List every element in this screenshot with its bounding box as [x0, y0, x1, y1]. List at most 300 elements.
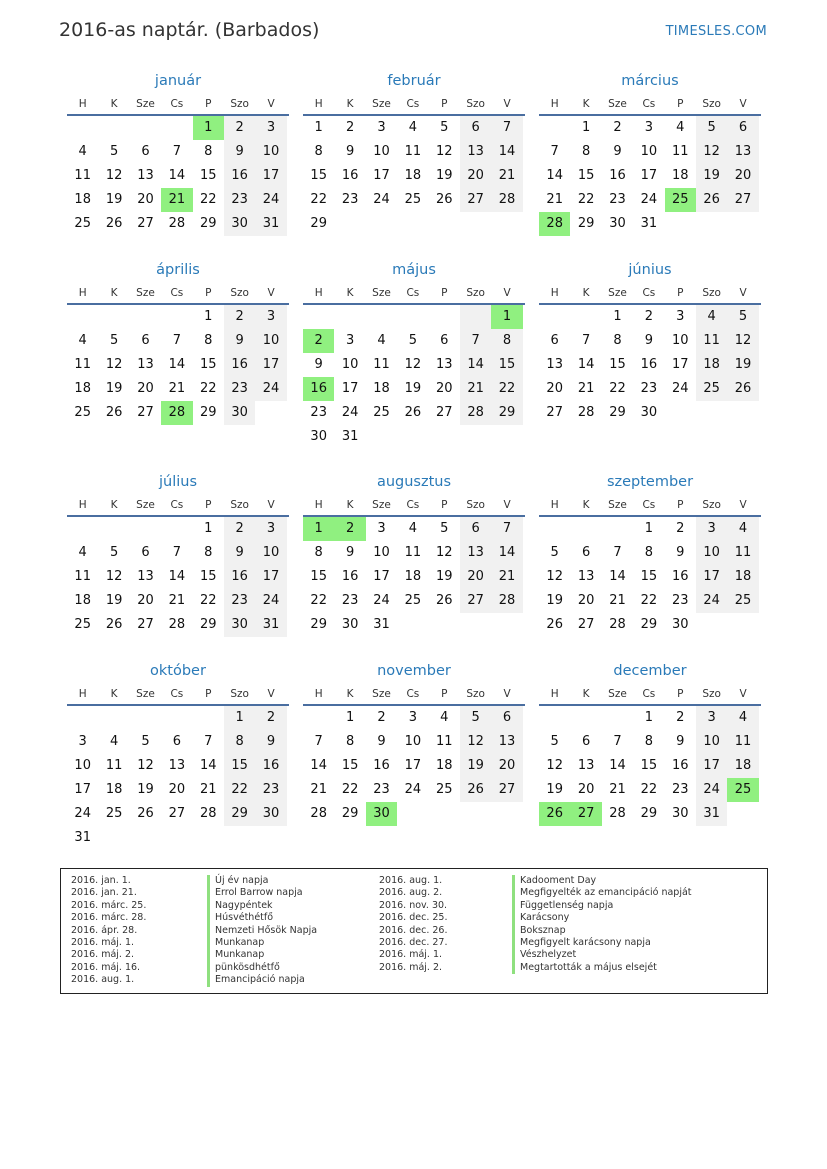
day-cell: 23 — [671, 593, 689, 608]
day-cell: 18 — [435, 758, 453, 773]
empty-cell — [570, 706, 601, 730]
empty-cell — [397, 305, 428, 329]
day-cell: 25 — [105, 806, 123, 821]
weekday-label: P — [441, 499, 448, 511]
day-cell: 3 — [696, 517, 727, 541]
day-cell: 17 — [255, 565, 286, 589]
empty-cell — [98, 826, 129, 850]
holiday-date: 2016. máj. 16. — [71, 961, 141, 973]
empty-cell — [570, 517, 601, 541]
day-cell: 30 — [224, 401, 255, 425]
day-cell: 30 — [224, 212, 255, 236]
month-április — [67, 262, 289, 425]
week-row — [303, 305, 525, 329]
day-cell: 29 — [491, 401, 522, 425]
day-cell: 23 — [373, 782, 390, 797]
day-cell: 10 — [696, 541, 727, 565]
weekday-label: Cs — [406, 98, 420, 110]
empty-cell — [696, 212, 727, 236]
day-cell: 7 — [172, 333, 181, 348]
weekday-header — [539, 95, 761, 116]
day-cell: 7 — [491, 116, 522, 140]
day-cell: 16 — [671, 758, 689, 773]
week-row — [67, 826, 289, 850]
holiday-date: 2016. dec. 26. — [379, 924, 448, 936]
empty-cell — [161, 706, 192, 730]
day-cell: 28 — [310, 806, 327, 821]
day-cell: 16 — [224, 164, 255, 188]
day-cell: 29 — [310, 617, 327, 632]
day-cell: 28 — [609, 806, 626, 821]
day-cell: 20 — [168, 782, 186, 797]
holiday-day-cell: 21 — [161, 188, 192, 212]
day-cell: 25 — [74, 405, 91, 420]
day-cell: 13 — [137, 357, 154, 372]
day-cell: 10 — [640, 144, 658, 159]
empty-cell — [255, 401, 286, 425]
day-cell: 5 — [550, 734, 559, 749]
weekday-label: K — [582, 499, 590, 511]
day-cell: 10 — [404, 734, 422, 749]
day-cell: 9 — [224, 329, 255, 353]
day-cell: 13 — [168, 758, 186, 773]
empty-cell — [98, 706, 129, 730]
week-row — [539, 706, 761, 730]
empty-cell — [696, 613, 727, 637]
day-cell: 19 — [696, 164, 727, 188]
week-row — [67, 565, 289, 589]
empty-cell — [193, 706, 224, 730]
day-cell: 8 — [581, 144, 591, 159]
week-row — [67, 377, 289, 401]
day-cell: 13 — [727, 140, 758, 164]
day-cell: 14 — [168, 569, 186, 584]
weekday-label: K — [346, 287, 354, 299]
empty-cell — [98, 517, 129, 541]
weekday-label: P — [205, 287, 212, 299]
day-cell: 5 — [408, 333, 417, 348]
day-cell: 18 — [404, 168, 422, 183]
day-cell: 9 — [224, 140, 255, 164]
day-cell: 11 — [74, 168, 91, 183]
day-cell: 28 — [168, 216, 186, 231]
week-row — [539, 401, 761, 425]
week-row — [539, 377, 761, 401]
week-row — [539, 188, 761, 212]
day-cell: 18 — [727, 565, 758, 589]
week-row — [539, 353, 761, 377]
week-row — [303, 164, 525, 188]
day-cell: 14 — [546, 168, 563, 183]
week-row — [67, 188, 289, 212]
empty-cell — [491, 613, 522, 637]
day-cell: 14 — [199, 758, 217, 773]
weekday-label: Sze — [136, 287, 155, 299]
weekday-label: H — [550, 287, 559, 299]
day-cell: 30 — [310, 429, 327, 444]
day-cell: 25 — [435, 782, 453, 797]
holiday-name: Emancipáció napja — [207, 974, 317, 986]
day-cell: 23 — [224, 589, 255, 613]
week-row — [303, 329, 525, 353]
day-cell: 21 — [609, 782, 626, 797]
day-cell: 23 — [671, 782, 689, 797]
day-cell: 3 — [255, 305, 286, 329]
day-cell: 9 — [345, 545, 355, 560]
weekday-label: H — [78, 499, 87, 511]
day-cell: 15 — [199, 569, 217, 584]
day-cell: 26 — [546, 617, 563, 632]
day-cell: 29 — [199, 405, 217, 420]
day-cell: 2 — [224, 517, 255, 541]
day-cell: 30 — [224, 613, 255, 637]
holiday-day-cell: 26 — [539, 802, 570, 826]
empty-cell — [303, 706, 334, 730]
empty-cell — [366, 425, 397, 449]
day-cell: 6 — [460, 517, 491, 541]
day-cell: 3 — [255, 116, 286, 140]
day-cell: 18 — [74, 381, 91, 396]
day-cell: 9 — [676, 545, 685, 560]
empty-cell — [460, 212, 491, 236]
day-cell: 9 — [255, 730, 286, 754]
brand-link[interactable]: TIMESLES.COM — [665, 24, 767, 39]
empty-cell — [429, 425, 460, 449]
empty-cell — [539, 517, 570, 541]
day-cell: 12 — [105, 168, 123, 183]
day-cell: 20 — [460, 565, 491, 589]
day-cell: 23 — [224, 377, 255, 401]
day-cell: 18 — [727, 754, 758, 778]
day-cell: 20 — [460, 164, 491, 188]
day-cell: 8 — [204, 144, 213, 159]
day-cell: 15 — [640, 758, 658, 773]
holiday-day-cell: 16 — [303, 377, 334, 401]
week-row — [303, 541, 525, 565]
weekday-label: H — [314, 688, 323, 700]
empty-cell — [491, 212, 522, 236]
day-cell: 7 — [314, 734, 323, 749]
holiday-name: Új év napja — [207, 875, 317, 887]
day-cell: 10 — [255, 140, 286, 164]
week-row — [303, 425, 525, 449]
day-cell: 28 — [168, 617, 186, 632]
day-cell: 25 — [727, 589, 758, 613]
day-cell: 3 — [345, 333, 355, 348]
day-cell: 17 — [640, 168, 658, 183]
holiday-name: Errol Barrow napja — [207, 887, 317, 899]
day-cell: 22 — [577, 192, 595, 207]
day-cell: 26 — [460, 778, 491, 802]
day-cell: 27 — [435, 405, 453, 420]
weekday-label: Sze — [608, 499, 627, 511]
weekday-header — [303, 95, 525, 116]
weekday-label: Szo — [466, 688, 485, 700]
weekday-label: Cs — [642, 688, 656, 700]
day-cell: 22 — [310, 593, 327, 608]
day-cell: 24 — [255, 188, 286, 212]
day-cell: 6 — [172, 734, 181, 749]
day-cell: 29 — [640, 617, 658, 632]
day-cell: 6 — [491, 706, 522, 730]
day-cell: 20 — [577, 593, 595, 608]
month-name: február — [387, 73, 441, 89]
week-row — [303, 565, 525, 589]
weekday-label: P — [441, 98, 448, 110]
weekday-label: H — [314, 98, 323, 110]
day-cell: 7 — [172, 144, 181, 159]
day-cell: 28 — [491, 589, 522, 613]
day-cell: 13 — [460, 541, 491, 565]
month-október — [67, 663, 289, 850]
holiday-day-cell: 25 — [727, 778, 758, 802]
day-cell: 31 — [74, 830, 91, 845]
day-cell: 16 — [224, 353, 255, 377]
weekday-label: V — [267, 688, 275, 700]
weekday-header — [67, 496, 289, 517]
month-name: április — [156, 262, 200, 278]
weekday-label: V — [739, 287, 747, 299]
empty-cell — [366, 305, 397, 329]
day-cell: 1 — [581, 120, 591, 135]
day-cell: 15 — [491, 353, 522, 377]
day-cell: 19 — [727, 353, 758, 377]
holiday-name: Húsvéthétfő — [207, 912, 317, 924]
day-cell: 5 — [141, 734, 150, 749]
holiday-name: Függetlenség napja — [512, 900, 692, 912]
day-cell: 29 — [577, 216, 595, 231]
day-cell: 18 — [671, 168, 689, 183]
day-cell: 24 — [255, 377, 286, 401]
day-cell: 23 — [341, 192, 359, 207]
week-row — [67, 589, 289, 613]
weekday-label: Sze — [136, 499, 155, 511]
day-cell: 19 — [105, 593, 123, 608]
day-cell: 3 — [408, 710, 417, 725]
day-cell: 4 — [109, 734, 119, 749]
month-name: március — [621, 73, 679, 89]
day-cell: 19 — [546, 782, 563, 797]
day-cell: 15 — [341, 758, 359, 773]
day-cell: 14 — [577, 357, 595, 372]
day-cell: 27 — [137, 216, 154, 231]
day-cell: 1 — [204, 521, 213, 536]
weekday-label: V — [739, 98, 747, 110]
day-cell: 27 — [577, 617, 595, 632]
day-cell: 15 — [640, 569, 658, 584]
day-cell: 27 — [137, 405, 154, 420]
empty-cell — [727, 212, 758, 236]
day-cell: 24 — [341, 405, 359, 420]
day-cell: 21 — [168, 381, 186, 396]
weekday-label: K — [582, 688, 590, 700]
day-cell: 8 — [204, 545, 213, 560]
day-cell: 9 — [345, 144, 355, 159]
week-row — [303, 589, 525, 613]
weekday-label: Sze — [136, 98, 155, 110]
day-cell: 29 — [199, 617, 217, 632]
holiday-date: 2016. máj. 2. — [71, 949, 135, 961]
day-cell: 19 — [105, 192, 123, 207]
day-cell: 8 — [644, 734, 653, 749]
empty-cell — [539, 305, 570, 329]
day-cell: 16 — [609, 168, 626, 183]
day-cell: 6 — [550, 333, 559, 348]
weekday-label: P — [441, 287, 448, 299]
empty-cell — [67, 706, 98, 730]
empty-cell — [665, 401, 696, 425]
day-cell: 25 — [74, 617, 91, 632]
day-cell: 8 — [345, 734, 355, 749]
month-szeptember — [539, 474, 761, 637]
week-row — [303, 212, 525, 236]
day-cell: 14 — [310, 758, 327, 773]
month-name: augusztus — [376, 474, 452, 490]
day-cell: 6 — [727, 116, 758, 140]
day-cell: 18 — [105, 782, 123, 797]
holiday-day-cell: 25 — [665, 188, 696, 212]
holiday-day-cell: 1 — [193, 116, 224, 140]
weekday-label: Cs — [642, 287, 656, 299]
day-cell: 3 — [78, 734, 87, 749]
empty-cell — [130, 116, 161, 140]
day-cell: 26 — [696, 188, 727, 212]
day-cell: 9 — [224, 541, 255, 565]
empty-cell — [429, 305, 460, 329]
day-cell: 18 — [696, 353, 727, 377]
weekday-label: Sze — [372, 287, 391, 299]
day-cell: 12 — [546, 758, 563, 773]
holiday-day-cell: 28 — [539, 212, 570, 236]
day-cell: 11 — [74, 569, 91, 584]
day-cell: 12 — [727, 329, 758, 353]
day-cell: 12 — [105, 569, 123, 584]
day-cell: 15 — [199, 357, 217, 372]
empty-cell — [429, 613, 460, 637]
weekday-label: K — [582, 287, 590, 299]
weekday-label: Szo — [230, 499, 249, 511]
day-cell: 7 — [550, 144, 559, 159]
week-row — [539, 613, 761, 637]
empty-cell — [334, 212, 365, 236]
holiday-day-cell: 28 — [161, 401, 192, 425]
day-cell: 26 — [727, 377, 758, 401]
day-cell: 6 — [141, 333, 150, 348]
day-cell: 10 — [696, 730, 727, 754]
weekday-label: P — [677, 688, 684, 700]
day-cell: 12 — [546, 569, 563, 584]
day-cell: 11 — [727, 730, 758, 754]
week-row — [67, 164, 289, 188]
day-cell: 4 — [440, 710, 449, 725]
empty-cell — [460, 425, 491, 449]
day-cell: 2 — [255, 706, 286, 730]
day-cell: 23 — [640, 381, 658, 396]
day-cell: 24 — [373, 593, 390, 608]
day-cell: 31 — [696, 802, 727, 826]
day-cell: 22 — [199, 381, 217, 396]
day-cell: 24 — [255, 589, 286, 613]
day-cell: 6 — [581, 545, 591, 560]
weekday-header — [67, 284, 289, 305]
day-cell: 4 — [78, 333, 87, 348]
day-cell: 19 — [435, 569, 453, 584]
weekday-label: P — [441, 688, 448, 700]
empty-cell — [429, 212, 460, 236]
day-cell: 13 — [577, 758, 595, 773]
day-cell: 27 — [460, 188, 491, 212]
day-cell: 20 — [137, 192, 154, 207]
month-augusztus — [303, 474, 525, 637]
day-cell: 11 — [404, 545, 422, 560]
day-cell: 22 — [640, 782, 658, 797]
day-cell: 14 — [609, 569, 626, 584]
day-cell: 5 — [550, 545, 559, 560]
day-cell: 12 — [696, 140, 727, 164]
day-cell: 4 — [377, 333, 386, 348]
day-cell: 13 — [435, 357, 453, 372]
month-name: szeptember — [606, 474, 694, 490]
weekday-label: V — [739, 688, 747, 700]
empty-cell — [98, 116, 129, 140]
day-cell: 28 — [199, 806, 217, 821]
day-cell: 27 — [491, 778, 522, 802]
day-cell: 22 — [199, 192, 217, 207]
week-row — [67, 754, 289, 778]
day-cell: 27 — [460, 589, 491, 613]
week-row — [303, 140, 525, 164]
day-cell: 5 — [440, 521, 449, 536]
day-cell: 11 — [105, 758, 123, 773]
day-cell: 11 — [74, 357, 91, 372]
day-cell: 22 — [640, 593, 658, 608]
week-row — [303, 401, 525, 425]
day-cell: 24 — [74, 806, 91, 821]
day-cell: 27 — [727, 188, 758, 212]
day-cell: 13 — [137, 569, 154, 584]
empty-cell — [224, 826, 255, 850]
day-cell: 2 — [224, 116, 255, 140]
day-cell: 14 — [491, 140, 522, 164]
day-cell: 1 — [644, 710, 653, 725]
day-cell: 12 — [435, 144, 453, 159]
weekday-label: Szo — [702, 98, 721, 110]
weekday-label: V — [267, 287, 275, 299]
day-cell: 31 — [255, 212, 286, 236]
empty-cell — [539, 116, 570, 140]
day-cell: 5 — [696, 116, 727, 140]
weekday-header — [303, 284, 525, 305]
week-row — [539, 329, 761, 353]
weekday-label: H — [550, 98, 559, 110]
holiday-date: 2016. jan. 21. — [71, 887, 137, 899]
day-cell: 21 — [491, 164, 522, 188]
day-cell: 21 — [609, 593, 626, 608]
day-cell: 26 — [435, 192, 453, 207]
day-cell: 17 — [341, 381, 359, 396]
empty-cell — [334, 305, 365, 329]
day-cell: 3 — [377, 521, 386, 536]
empty-cell — [161, 305, 192, 329]
day-cell: 6 — [440, 333, 449, 348]
weekday-header — [67, 95, 289, 116]
month-name: május — [392, 262, 436, 278]
day-cell: 5 — [109, 545, 119, 560]
day-cell: 11 — [435, 734, 453, 749]
day-cell: 17 — [671, 357, 689, 372]
weekday-label: P — [677, 499, 684, 511]
day-cell: 26 — [105, 216, 123, 231]
